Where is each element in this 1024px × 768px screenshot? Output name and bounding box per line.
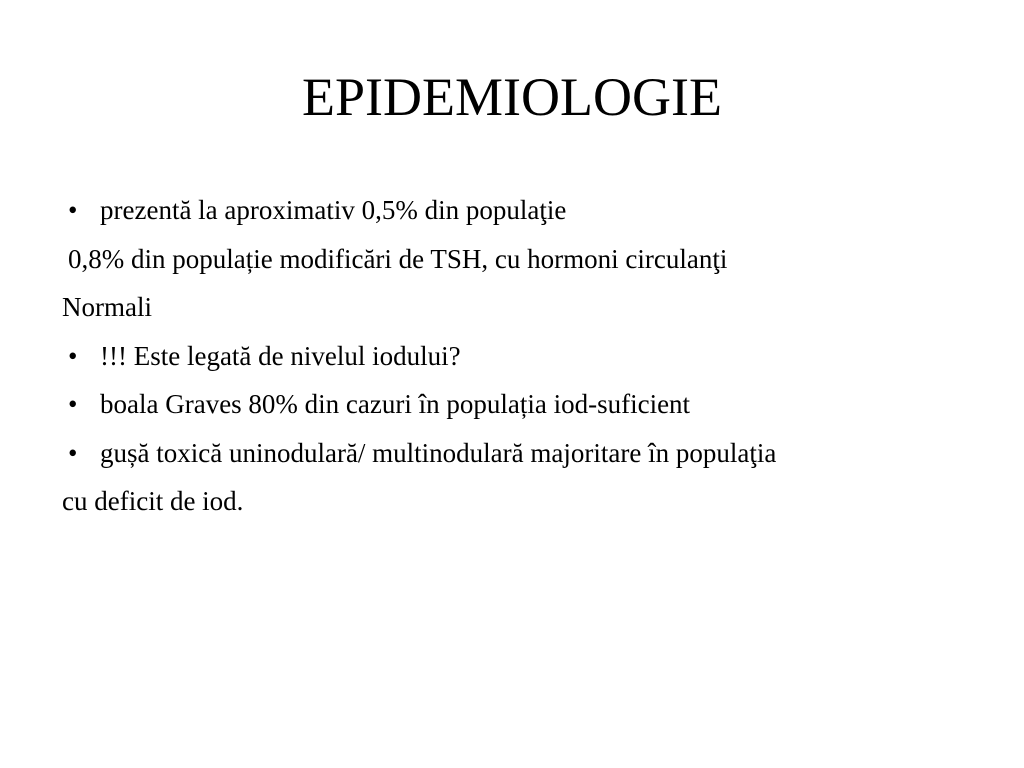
bullet-item bbox=[62, 186, 992, 235]
bullet-text: boala Graves 80% din cazuri în populația iod-suficient bbox=[100, 389, 691, 419]
bullet-item bbox=[62, 429, 992, 478]
line-text: 0,8% din populație modificări de TSH, cu hormoni circulanţi bbox=[68, 243, 728, 274]
continuation-line bbox=[62, 235, 992, 284]
continuation-line bbox=[62, 283, 992, 332]
bullet-text: gușă toxică uninodulară/ multinodulară majoritare în populaţia bbox=[100, 437, 777, 468]
bullet-item bbox=[62, 332, 992, 381]
bullet-text: prezentă la aproximativ 0,5% din populaţie bbox=[100, 195, 567, 225]
slide-body bbox=[62, 186, 992, 526]
continuation-line bbox=[62, 477, 992, 526]
line-text: cu deficit de iod. bbox=[62, 486, 244, 516]
bullet-icon: • bbox=[68, 437, 78, 468]
bullet-text: !!! Este legată de nivelul iodului? bbox=[100, 340, 461, 371]
bullet-icon: • bbox=[68, 389, 78, 419]
slide-title: EPIDEMIOLOGIE bbox=[302, 67, 722, 127]
bullet-item bbox=[62, 380, 992, 429]
bullet-icon: • bbox=[68, 195, 78, 225]
line-text: Normali bbox=[62, 292, 152, 322]
bullet-icon: • bbox=[68, 340, 78, 371]
